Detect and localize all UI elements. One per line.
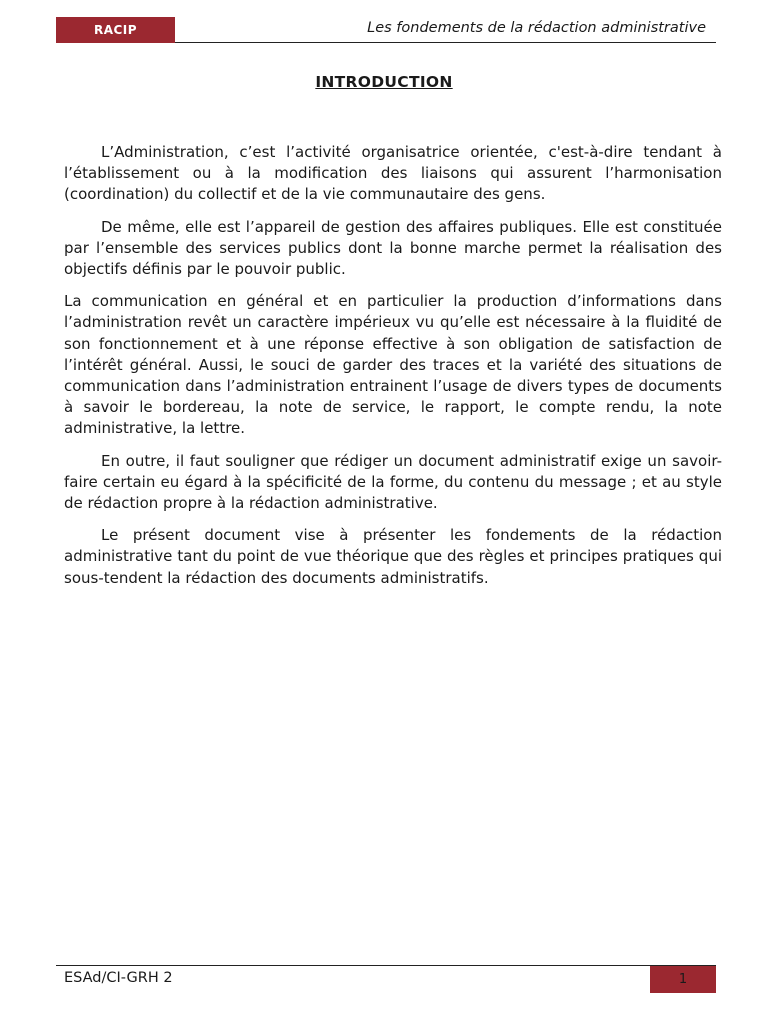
header-badge: RACIP [56, 17, 175, 43]
paragraph-2: De même, elle est l’appareil de gestion des affaires publiques. Elle est constituée par l’ensemble des services publics dont la bonne marche permet la réalisation des objectifs définis par le pouvoir public. [64, 217, 722, 279]
page-title: INTRODUCTION [315, 73, 453, 91]
page-header [56, 16, 716, 44]
page-footer [56, 964, 716, 994]
paragraph-4: En outre, il faut souligner que rédiger un document administratif exige un savoir- faire certain eu égard à la spécificité de la forme, du contenu du message ; et au style de rédaction propre à la rédaction administrative. [64, 451, 722, 513]
paragraph-1: L’Administration, c’est l’activité organisatrice orientée, c'est-à-dire tendant à l’établissement ou à la modification des liaisons qui assurent l’harmonisation (coordination) du collectif et de la vie communautaire des gens. [64, 143, 722, 204]
page-number-badge: 1 [650, 966, 716, 993]
header-title: Les fondements de la rédaction administrative [367, 20, 706, 36]
paragraph-3: La communication en général et en particulier la production d’informations dans l’administration revêt un caractère impérieux vu qu’elle est nécessaire à la fluidité de son fonctionnement et à une réponse effective à son obligation de satisfaction de l’intérêt général. Aussi, le souci de garder des traces et la variété des situations de communication dans l’administration entrainent l’usage de divers types de documents à savoir le bordereau, la note de service, le rapport, le compte rendu, la note administrative, la lettre. [64, 292, 722, 438]
footer-label: ESAd/CI-GRH 2 [64, 970, 173, 986]
footer-rule [56, 965, 716, 966]
paragraph-5: Le présent document vise à présenter les fondements de la rédaction administrative tant du point de vue théorique que des règles et principes pratiques qui sous-tendent la rédaction des documents administratifs. [64, 526, 722, 587]
document-body [64, 142, 722, 600]
